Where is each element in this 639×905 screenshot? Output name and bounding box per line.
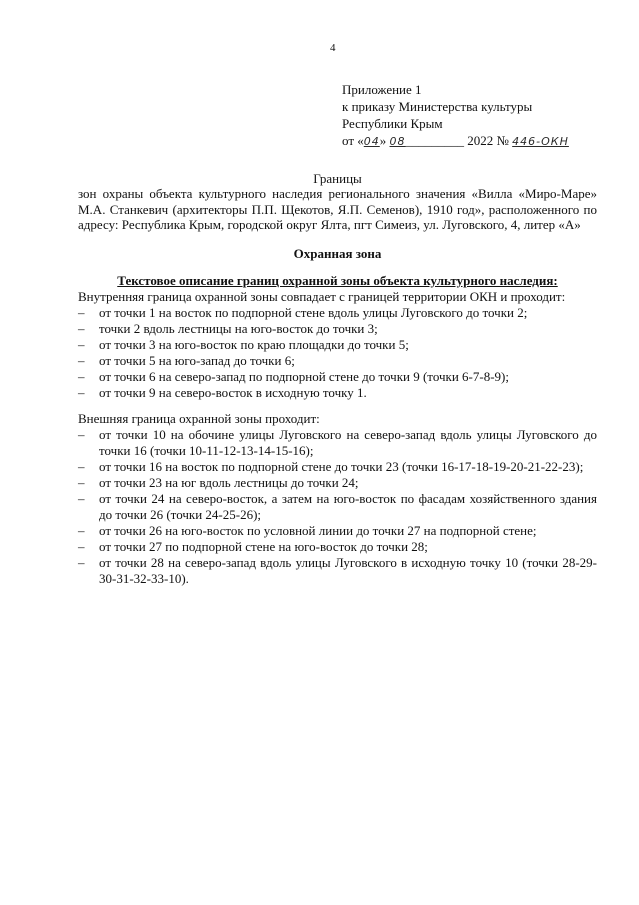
list-item (78, 353, 597, 369)
list-item-text: от точки 27 по подпорной стене на юго-восток до точки 28; (99, 539, 428, 554)
dash-mark: – (78, 369, 85, 384)
section-subheading: Текстовое описание границ охранной зоны объекта культурного наследия: (117, 273, 558, 288)
date-prefix: от « (342, 133, 364, 148)
list-item-text: точки 2 вдоль лестницы на юго-восток до точки 3; (99, 321, 378, 336)
list-item (78, 459, 597, 475)
appendix-line-3: Республики Крым (342, 116, 443, 131)
dash-mark: – (78, 459, 85, 474)
appendix-header (342, 81, 569, 150)
list-item-text: от точки 26 на юго-восток по условной линии до точки 27 на подпорной стене; (99, 523, 537, 538)
date-mid: » (379, 133, 390, 148)
list-item (78, 427, 597, 459)
dash-mark: – (78, 305, 85, 320)
dash-mark: – (78, 475, 85, 490)
list-item (78, 369, 597, 385)
list-item (78, 539, 597, 555)
section-heading: Охранная зона (293, 246, 382, 261)
list-item (78, 555, 597, 587)
order-number-handwritten: 446-ОКН (512, 135, 569, 148)
inner-boundary-intro: Внутренняя граница охранной зоны совпадает с границей территории ОКН и проходит: (78, 289, 566, 304)
list-item-text: от точки 23 на юг вдоль лестницы до точки 24; (99, 475, 359, 490)
date-day-handwritten: 04 (363, 135, 380, 148)
dash-mark: – (78, 385, 85, 400)
outer-boundary-section (78, 411, 597, 587)
list-item (78, 475, 597, 491)
list-item (78, 321, 597, 337)
dash-mark: – (78, 337, 85, 352)
appendix-line-2: к приказу Министерства культуры (342, 99, 533, 114)
dash-mark: – (78, 555, 85, 570)
list-item-text: от точки 10 на обочине улицы Луговского на северо-запад вдоль улицы Луговского до точки 16 (точки 10-11-12-13-14-15-16); (99, 427, 597, 458)
document-description: зон охраны объекта культурного наследия регионального значения «Вилла «Миро-Маре» М.А. Станкевич (архитекторы П.П. Щекотов, Я.П. Семенов), 1910 год», расположенного по адресу: Республика Крым, городской округ Ялта, пгт Симеиз, ул. Луговского, 4, литер «А» (78, 186, 597, 232)
list-item (78, 337, 597, 353)
document-title: Границы (313, 171, 362, 186)
list-item-text: от точки 1 на восток по подпорной стене вдоль улицы Луговского до точки 2; (99, 305, 528, 320)
inner-boundary-list (78, 305, 597, 401)
list-item-text: от точки 5 на юго-запад до точки 6; (99, 353, 295, 368)
date-month-handwritten: 08 (389, 135, 406, 148)
appendix-line-1: Приложение 1 (342, 82, 422, 97)
list-item (78, 385, 597, 401)
dash-mark: – (78, 321, 85, 336)
date-blank: _________ (405, 133, 465, 148)
list-item-text: от точки 6 на северо-запад по подпорной стене до точки 9 (точки 6-7-8-9); (99, 369, 509, 384)
appendix-date-line (342, 132, 569, 150)
list-item (78, 523, 597, 539)
list-item (78, 491, 597, 523)
list-item-text: от точки 28 на северо-запад вдоль улицы Луговского в исходную точку 10 (точки 28-29-30-31-32-33-10). (99, 555, 597, 586)
outer-boundary-intro: Внешняя граница охранной зоны проходит: (78, 411, 320, 426)
dash-mark: – (78, 353, 85, 368)
page-number: 4 (330, 42, 336, 54)
date-year: 2022 № (464, 133, 513, 148)
dash-mark: – (78, 491, 85, 506)
dash-mark: – (78, 427, 85, 442)
list-item (78, 305, 597, 321)
inner-boundary-section (78, 289, 597, 401)
list-item-text: от точки 16 на восток по подпорной стене до точки 23 (точки 16-17-18-19-20-21-22-23); (99, 459, 584, 474)
list-item-text: от точки 9 на северо-восток в исходную точку 1. (99, 385, 367, 400)
outer-boundary-list (78, 427, 597, 587)
list-item-text: от точки 24 на северо-восток, а затем на юго-восток по фасадам хозяйственного здания до точки 26 (точки 24-25-26); (99, 491, 597, 522)
dash-mark: – (78, 523, 85, 538)
dash-mark: – (78, 539, 85, 554)
list-item-text: от точки 3 на юго-восток по краю площадки до точки 5; (99, 337, 409, 352)
